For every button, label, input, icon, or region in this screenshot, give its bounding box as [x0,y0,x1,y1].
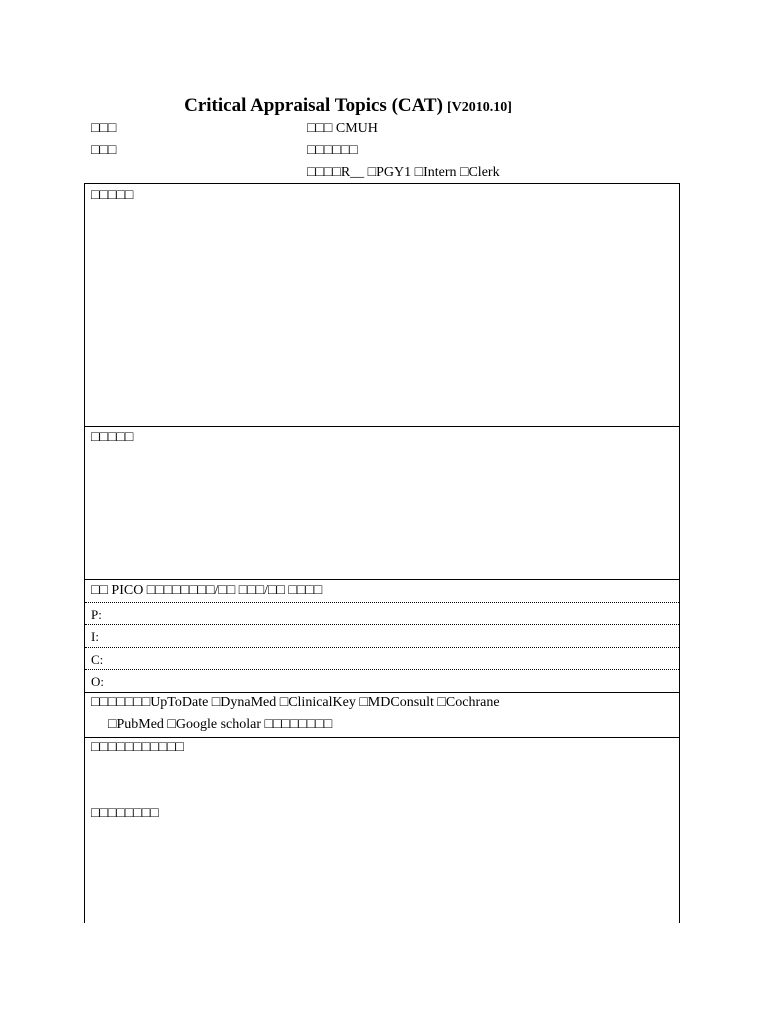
pico-row-p [85,602,679,624]
search-sources [85,692,679,737]
result-label-2: □□□□□□□□ [91,806,159,821]
section-2-label: □□□□□ [91,430,134,445]
pico-row-o [85,669,679,692]
search-line-1: □□□□□□□UpToDate □DynaMed □ClinicalKey □MDConsult □Cochrane [91,695,500,710]
pico-o-label: O: [91,674,104,689]
section-1-label: □□□□□ [91,188,134,203]
section-1 [85,184,679,426]
meta-right-3: □□□□R__ □PGY1 □Intern □Clerk [307,165,500,180]
meta-left-1: □□□ [91,121,117,136]
pico-p-label: P: [91,607,102,622]
section-2 [85,426,679,579]
document-title [0,95,696,117]
meta-left-2: □□□ [91,143,117,158]
pico-c-label: C: [91,652,104,667]
meta-right-1: □□□ CMUH [307,121,378,136]
pico-i-label: I: [91,629,99,644]
pico-header [85,579,679,602]
pico-row-i [85,624,679,647]
result-label-1: □□□□□□□□□□□ [91,740,185,755]
search-line-2: □PubMed □Google scholar □□□□□□□□ [108,717,333,732]
version-text: [V2010.10] [446,100,512,115]
cat-form [84,183,680,923]
results-section [85,737,679,924]
pico-row-c [85,647,679,669]
title-text: Critical Appraisal Topics (CAT) [184,95,443,116]
pico-header-label: □□ PICO □□□□□□□□/□□ □□□/□□ □□□□ [91,583,323,598]
meta-right-2: □□□□□□ [307,143,358,158]
